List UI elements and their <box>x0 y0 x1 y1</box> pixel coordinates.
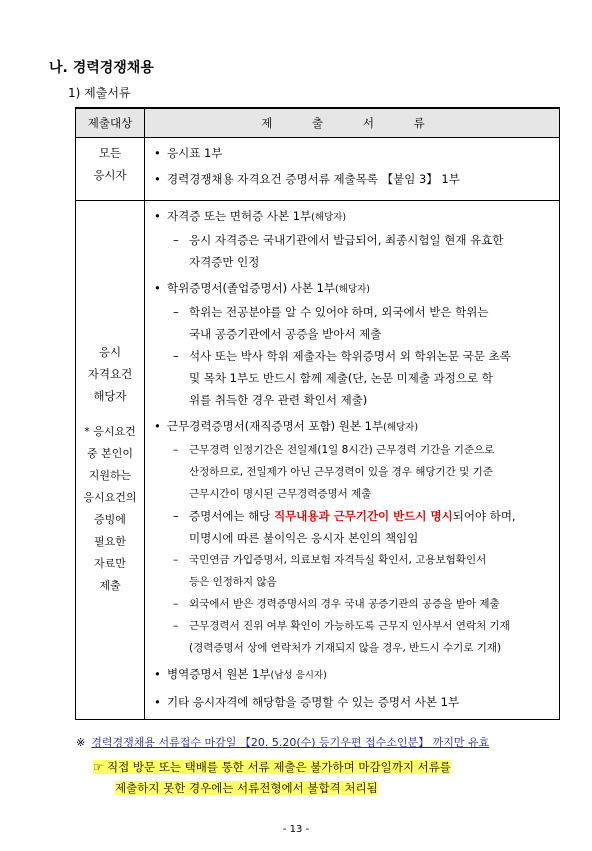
header-documents: 제 출 서 류 <box>145 108 560 138</box>
section-heading: 나. 경력경쟁채용 <box>49 60 154 76</box>
list-item: • 자격증 또는 면허증 사본 1부(해당자) – 응시 자격증은 국내기관에서 발급되어, 최종시험일 현재 유효한 자격증만 인정 <box>154 205 553 273</box>
target-cell: 응시 자격요건 해당자 * 응시요건 중 본인이 지원하는 응시요건의 증빙에 필요한 자료만 제출 <box>76 201 145 720</box>
list-item: • 근무경력증명서(재직증명서 포함) 원본 1부(해당자) – 근무경력 인정기간은 전일제(1일 8시간) 근무경력 기간을 기준으로 산정하므로, 전일제가 아닌 근무경력이 있을 경우 해당기간 및 기준 근무시간이 명시된 근무경력증명서 제출 – 증명서에는 해당 직무내용과 근무기간이 반드시 명시되어야 하며, 미명시에 따른 불이익은 응시자 본인의 책임임 – 국민연금 가입증명서, 의료보험 자격득실 확인서, 고용보험확인서 등은 인정하지 않음 – 외국에서 받은 경력증명서의 경우 국내 공증기관의 공증을 받아 제출 – 근무경력서 진위 여부 확인이 가능하도록 근무지 인사부서 연락처 기재 (경력증명서 상에 연락처가 기재되지 않을 경우, 반드시 수기로 기재) <box>154 415 553 659</box>
document-table <box>75 107 560 720</box>
table-row <box>76 201 560 720</box>
target-note: * 응시요건 중 본인이 지원하는 응시요건의 증빙에 필요한 자료만 제출 <box>83 425 137 592</box>
deadline-text: 경력경쟁채용 서류접수 마감일 【20. 5.20(수) 등기우편 접수소인분】 까지만 유효 <box>91 736 490 749</box>
subsection-heading: 1) 제출서류 <box>68 86 131 100</box>
pointing-hand-icon: ☞ <box>93 760 104 774</box>
target-cell: 모든 응시자 <box>76 138 145 201</box>
header-target: 제출대상 <box>76 108 145 138</box>
table-row <box>76 138 560 201</box>
list-item: • 학위증명서(졸업증명서) 사본 1부(해당자) – 학위는 전공분야를 알 수 있어야 하며, 외국에서 받은 학위는 국내 공증기관에서 공증을 받아서 제출 – 석사 또는 박사 학위 제출자는 학위증명서 외 학위논문 국문 초록 및 목차 1부도 반드시 함께 제출(단, 논문 미제출 과정으로 학 위를 취득한 경우 관련 확인서 제출) <box>154 277 553 411</box>
highlight-note: ☞ 직접 방문 또는 택배를 통한 서류 제출은 불가하며 마감일까지 서류를 제출하지 못한 경우에는 서류전형에서 불합격 처리됨 <box>93 760 451 795</box>
list-item: • 응시표 1부 <box>154 142 553 164</box>
list-item: • 기타 응시자격에 해당함을 증명할 수 있는 증명서 사본 1부 <box>154 691 553 713</box>
list-item: • 병역증명서 원본 1부(남성 응시자) <box>154 663 553 687</box>
reference-mark-icon: ※ <box>76 736 86 749</box>
page-number: - 13 - <box>282 824 310 835</box>
list-item: • 경력경쟁채용 자격요건 증명서류 제출목록 【붙임 3】 1부 <box>154 168 553 190</box>
emphasis-text: 직무내용과 근무기간이 반드시 명시 <box>274 509 453 523</box>
documents-cell <box>145 201 560 720</box>
documents-cell <box>145 138 560 201</box>
deadline-note <box>76 734 489 750</box>
